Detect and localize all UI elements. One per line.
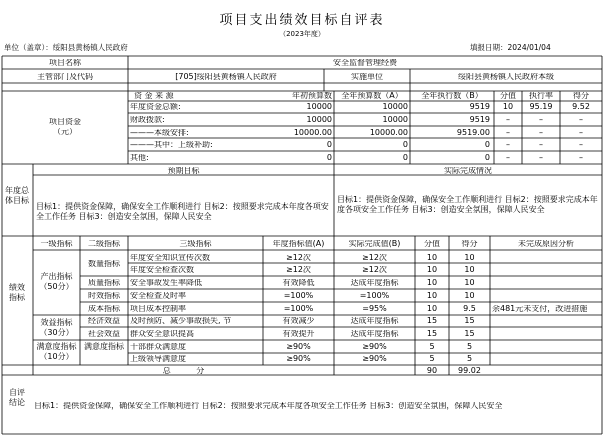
indicators-section-label: 绩效指标 xyxy=(9,283,25,302)
funds-section-unit: （元） xyxy=(53,128,77,136)
ind-row-reason: 余481元未支付，改进措施 xyxy=(492,305,588,313)
funds-col-score: 分值 xyxy=(500,92,516,100)
funds-row-budget: 0 xyxy=(326,154,332,162)
ind-row-name: 年度安全知识宣传次数 xyxy=(130,254,210,262)
ind-header-level1: 一级指标 xyxy=(40,240,73,248)
year-label: （2023年度） xyxy=(279,30,325,38)
funds-row-exec: 9519.00 xyxy=(456,129,490,137)
funds-row-name: 年度资金总额: xyxy=(130,103,181,111)
ind-header-level2: 二级指标 xyxy=(88,240,120,248)
ind-l1-output: 产出指标（50分） xyxy=(39,272,74,291)
ind-row-target: 有效降低 xyxy=(282,279,315,287)
funds-row-budget: 10000.00 xyxy=(293,129,332,137)
funds-row-full: 0 xyxy=(402,154,408,162)
expected-text: 目标1：提供资金保障，确保安全工作顺利进行 目标2：按照要求完成本年度各项安全工作任务 目标3：创造安全氛围，保障人民安全 xyxy=(36,202,329,221)
funds-row-points: – xyxy=(579,141,583,149)
ind-row-name: 上级领导满意度 xyxy=(130,355,186,363)
ind-row-target: ≥90% xyxy=(286,355,311,363)
ind-row-points: 5 xyxy=(466,343,473,351)
funds-row-score: – xyxy=(506,141,510,149)
funds-row-full: 0 xyxy=(402,141,408,149)
ind-row-points: 15 xyxy=(464,317,475,325)
ind-row-name: 项目成本控制率 xyxy=(130,305,186,313)
ind-row-target: ≥90% xyxy=(286,343,311,351)
funds-row-full: 10000 xyxy=(382,116,408,124)
expected-header: 预期目标 xyxy=(167,167,200,175)
dept-label: 主管部门及代码 xyxy=(37,73,93,81)
ind-header-target: 年度指标值(A) xyxy=(272,240,325,248)
funds-row-exec: 9519 xyxy=(469,116,490,124)
ind-l1-satisfaction: 满意度指标（10分） xyxy=(36,342,77,361)
ind-row-name: 年度安全检查次数 xyxy=(130,266,194,274)
ind-row-actual: =95% xyxy=(362,305,387,313)
funds-row-full: 10000 xyxy=(382,103,408,111)
ind-row-target: =100% xyxy=(283,292,314,300)
actual-header: 实际完成情况 xyxy=(444,167,492,175)
ind-row-actual: ≥90% xyxy=(362,343,387,351)
ind-row-score: 10 xyxy=(426,266,438,274)
ind-row-name: 安全检查及时率 xyxy=(130,292,186,300)
funds-row-score: – xyxy=(506,154,510,162)
ind-row-actual: 达成年度指标 xyxy=(350,317,399,325)
funds-row-full: 10000.00 xyxy=(369,129,408,137)
ind-row-name: 干部群众满意度 xyxy=(130,343,186,351)
actual-text: 目标1：提供资金保障，确保安全工作顺利进行 目标2：按照要求完成本年度各项安全工作任务 目标3：创造安全氛围，保障人民安全 xyxy=(337,195,598,214)
funds-col-source: 资 金 来 源 xyxy=(134,92,174,100)
ind-row-name: 群众安全意识提高 xyxy=(130,330,194,338)
funds-row-rate: – xyxy=(539,154,543,162)
funds-row-exec: 0 xyxy=(484,141,490,149)
ind-l1-benefit: 效益指标（30分） xyxy=(39,318,74,337)
unit-label: 单位（盖章）： xyxy=(4,43,53,52)
ind-header-reason: 未完成原因分析 xyxy=(518,240,574,248)
ind-row-points: 10 xyxy=(464,266,475,274)
ind-row-target: =100% xyxy=(283,305,314,313)
funds-row-score: 10 xyxy=(502,103,514,111)
ind-row-points: 10 xyxy=(464,279,475,287)
ind-row-actual: ≥12次 xyxy=(362,266,387,274)
funds-row-name: ———本级安排: xyxy=(130,129,189,137)
ind-row-score: 10 xyxy=(426,279,438,287)
funds-row-score: – xyxy=(506,129,510,137)
ind-row-actual: 达成年度指标 xyxy=(350,279,399,287)
total-points: 99.02 xyxy=(458,367,481,375)
ind-row-score: 10 xyxy=(426,292,438,300)
ind-l2-economic: 经济效益 xyxy=(88,317,120,325)
ind-l2-quality: 质量指标 xyxy=(88,279,120,287)
funds-row-rate: – xyxy=(539,129,543,137)
funds-row-points: – xyxy=(579,116,583,124)
funds-row-rate: – xyxy=(539,141,543,149)
ind-row-actual: ≥12次 xyxy=(362,254,387,262)
project-name-label: 项目名称 xyxy=(49,59,81,67)
ind-row-name: 及时预防、减少事故损失, 节 xyxy=(130,317,232,325)
impl-label: 实施单位 xyxy=(351,73,383,81)
funds-section-label: 项目资金 xyxy=(49,118,81,126)
conclusion-label: 自评结论 xyxy=(9,388,25,407)
funds-row-exec: 0 xyxy=(484,154,490,162)
funds-col-budget: 年初预算数 xyxy=(292,92,332,100)
funds-col-exec: 全年执行数（B） xyxy=(421,92,483,100)
funds-row-points: 9.52 xyxy=(572,103,590,111)
ind-l2-timeliness: 时效指标 xyxy=(88,292,120,300)
date-value: 2024/01/04 xyxy=(507,43,551,52)
ind-row-points: 10 xyxy=(464,292,475,300)
funds-row-points: – xyxy=(579,154,583,162)
funds-col-rate: 执行率 xyxy=(529,92,553,100)
ind-l2-cost: 成本指标 xyxy=(88,305,120,313)
ind-header-points: 得分 xyxy=(461,240,478,248)
funds-row-points: – xyxy=(579,129,583,137)
ind-row-points: 5 xyxy=(466,355,473,363)
ind-row-actual: =100% xyxy=(359,292,390,300)
unit-value: 绥阳县黄杨镇人民政府 xyxy=(52,43,128,52)
project-name-value: 安全监督管理经费 xyxy=(333,59,397,67)
date-label: 填报日期： xyxy=(470,43,508,52)
funds-col-points: 得分 xyxy=(573,92,589,100)
funds-row-budget: 10000 xyxy=(306,116,332,124)
ind-row-score: 15 xyxy=(426,330,438,338)
funds-row-name: 财政拨款: xyxy=(130,116,165,124)
funds-row-score: – xyxy=(506,116,510,124)
goals-section-label: 年度总体目标 xyxy=(5,186,29,205)
impl-value: 绥阳县黄杨镇人民政府本级 xyxy=(458,73,554,81)
ind-row-points: 10 xyxy=(464,254,475,262)
ind-row-points: 15 xyxy=(464,330,475,338)
ind-header-actual: 实际完成值(B) xyxy=(348,240,401,248)
ind-header-score: 分值 xyxy=(424,240,440,248)
funds-row-rate: 95.19 xyxy=(529,103,553,111)
ind-l2-satisfaction: 满意度指标 xyxy=(84,342,124,351)
funds-row-rate: – xyxy=(539,116,543,124)
ind-row-target: 有效提升 xyxy=(282,330,315,338)
dept-value: [705]绥阳县黄杨镇人民政府 xyxy=(175,73,277,81)
ind-row-actual: ≥90% xyxy=(362,355,387,363)
ind-row-score: 15 xyxy=(426,317,438,325)
funds-row-name: 其他: xyxy=(130,154,149,162)
funds-row-exec: 9519 xyxy=(469,103,490,111)
ind-row-target: 有效减少 xyxy=(282,317,315,325)
ind-row-score: 10 xyxy=(426,254,438,262)
funds-row-budget: 0 xyxy=(326,141,332,149)
ind-row-actual: 达成年度指标 xyxy=(350,330,399,338)
page-title: 项目支出绩效目标自评表 xyxy=(219,13,385,28)
ind-row-score: 5 xyxy=(429,343,435,351)
ind-l2-quantity: 数量指标 xyxy=(88,260,120,268)
ind-header-level3: 三级指标 xyxy=(179,240,212,248)
funds-row-budget: 10000 xyxy=(306,103,332,111)
conclusion-text: 目标1：提供资金保障，确保安全工作顺利进行 目标2：按照要求完成本年度各项安全工作任务 目标3：创造安全氛围，保障人民安全 xyxy=(34,402,503,410)
total-label: 总 分 xyxy=(162,367,205,375)
funds-row-name: ———其中：上级补助: xyxy=(130,141,213,149)
ind-row-name: 安全事故发生率降低 xyxy=(130,279,202,287)
ind-l2-social: 社会效益 xyxy=(88,330,120,338)
funds-col-full: 全年预算数（A） xyxy=(341,92,403,100)
ind-row-score: 10 xyxy=(426,305,438,313)
total-score: 90 xyxy=(426,367,438,375)
ind-row-target: ≥12次 xyxy=(286,266,311,274)
ind-row-target: ≥12次 xyxy=(286,254,311,262)
ind-row-score: 5 xyxy=(429,355,435,363)
ind-row-points: 9.5 xyxy=(463,305,476,313)
